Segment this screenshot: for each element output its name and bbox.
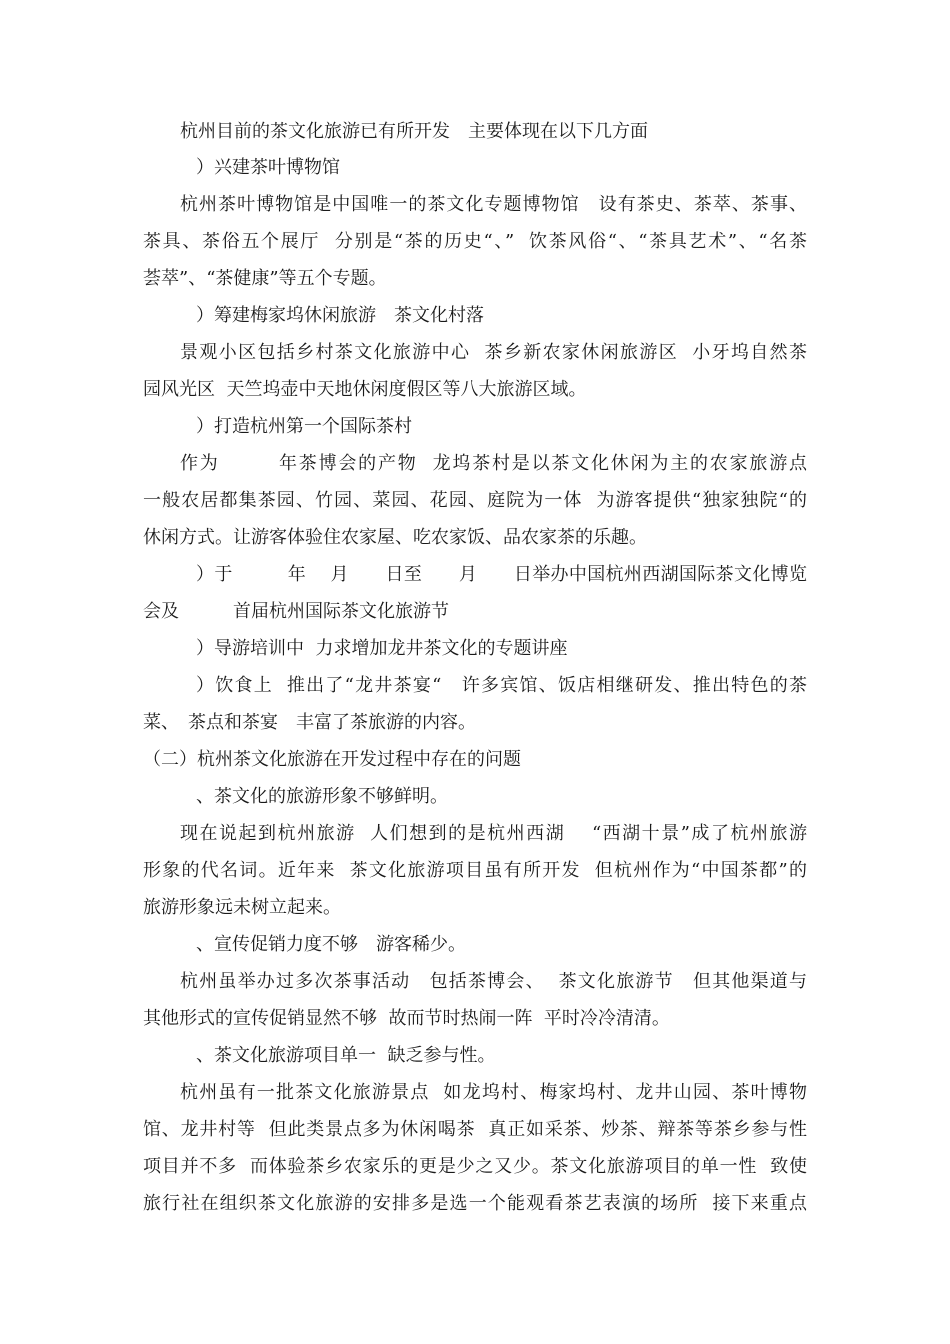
paragraph-line: 杭州虽举办过多次茶事活动 包括茶博会、 茶文化旅游节 但其他渠道与 — [180, 971, 807, 992]
heading-promotion: 、宣传促销力度不够 游客稀少。 — [196, 934, 466, 955]
paragraph-line: 景观小区包括乡村茶文化旅游中心 茶乡新农家休闲旅游区 小牙坞自然茶 — [180, 342, 807, 363]
paragraph-line: 现在说起到杭州旅游 人们想到的是杭州西湖 “西湖十景”成了杭州旅游 — [180, 823, 807, 844]
paragraph-line: 茶具、茶俗五个展厅 分别是“茶的历史“、” 饮茶风俗“、“茶具艺术”、“名茶 — [143, 231, 807, 252]
paragraph-line: 项目并不多 而体验茶乡农家乐的更是少之又少。茶文化旅游项目的单一性 致使 — [143, 1156, 807, 1177]
paragraph-line: 会及 首届杭州国际茶文化旅游节 — [143, 601, 449, 622]
paragraph-line: 作为 年茶博会的产物 龙坞茶村是以茶文化休闲为主的农家旅游点 — [180, 453, 807, 474]
heading-image: 、茶文化的旅游形象不够鲜明。 — [196, 786, 448, 807]
paragraph-line: 杭州茶叶博物馆是中国唯一的茶文化专题博物馆 设有茶史、茶萃、茶事、 — [180, 194, 807, 215]
paragraph-line: 形象的代名词。近年来 茶文化旅游项目虽有所开发 但杭州作为“中国茶都”的 — [143, 860, 807, 881]
paragraph-line: 园风光区 天竺坞壶中天地休闲度假区等八大旅游区域。 — [143, 379, 587, 400]
paragraph-line: 旅游形象远未树立起来。 — [143, 897, 341, 918]
paragraph-intro: 杭州目前的茶文化旅游已有所开发 主要体现在以下几方面 — [180, 121, 648, 142]
heading-single-project: 、茶文化旅游项目单一 缺乏参与性。 — [196, 1045, 496, 1066]
paragraph-line: 杭州虽有一批茶文化旅游景点 如龙坞村、梅家坞村、龙井山园、茶叶博物 — [180, 1082, 807, 1103]
heading-meijiawu: ）筹建梅家坞休闲旅游 茶文化村落 — [196, 305, 484, 326]
section-heading-problems: （二）杭州茶文化旅游在开发过程中存在的问题 — [143, 749, 521, 770]
paragraph-line: 荟萃”、“茶健康”等五个专题。 — [143, 268, 387, 289]
heading-tea-museum: ）兴建茶叶博物馆 — [196, 157, 340, 178]
paragraph-line: 旅行社在组织茶文化旅游的安排多是选一个能观看茶艺表演的场所 接下来重点 — [143, 1193, 807, 1214]
paragraph-line: 其他形式的宣传促销显然不够 故而节时热闹一阵 平时冷冷清清。 — [143, 1008, 670, 1029]
heading-expo: ）于 年 月 日至 月 日举办中国杭州西湖国际茶文化博览 — [196, 564, 807, 585]
paragraph-line: 馆、龙井村等 但此类景点多为休闲喝茶 真正如采茶、炒茶、辩茶等茶乡参与性 — [143, 1119, 807, 1140]
paragraph-line: 休闲方式。让游客体验住农家屋、吃农家饭、品农家茶的乐趣。 — [143, 527, 647, 548]
heading-food: ）饮食上 推出了“龙井茶宴“ 许多宾馆、饭店相继研发、推出特色的茶 — [196, 675, 807, 696]
heading-guide-training: ）导游培训中 力求增加龙井茶文化的专题讲座 — [196, 638, 568, 659]
paragraph-line: 菜、 茶点和茶宴 丰富了茶旅游的内容。 — [143, 712, 476, 733]
paragraph-line: 一般农居都集茶园、竹园、菜园、花园、庭院为一体 为游客提供“独家独院“的 — [143, 490, 807, 511]
heading-tea-village: ）打造杭州第一个国际茶村 — [196, 416, 412, 437]
